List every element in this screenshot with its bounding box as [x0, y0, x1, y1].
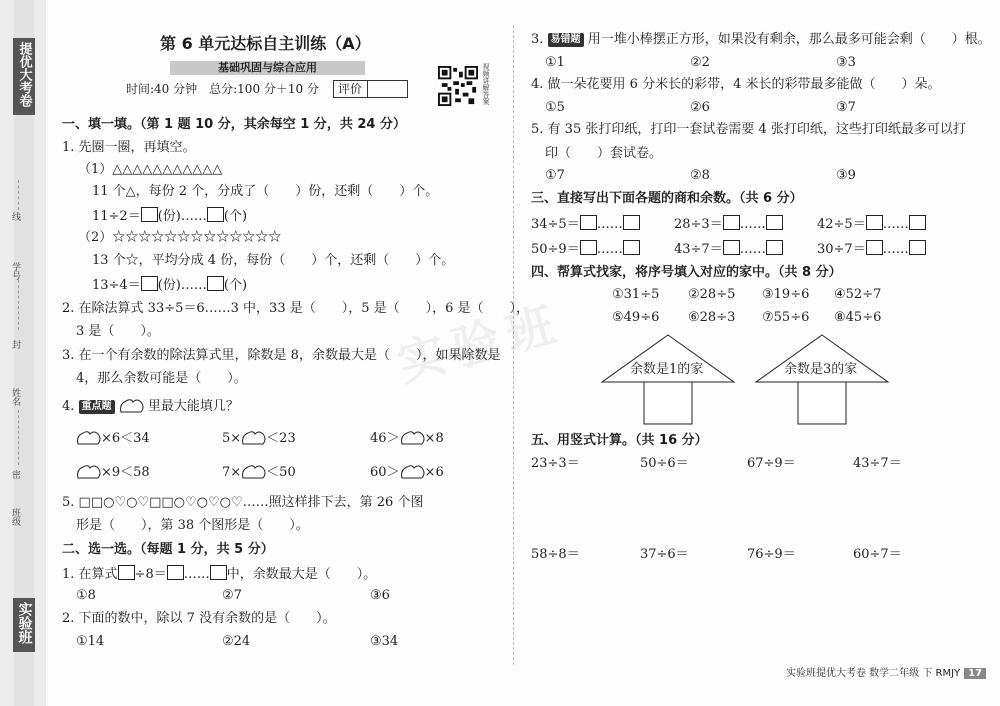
q21-prompt [62, 565, 376, 583]
peach-icon[interactable] [400, 464, 425, 480]
q4-item [222, 464, 296, 481]
quotient-item [531, 240, 640, 258]
eval-separator [367, 81, 368, 97]
quotient-sep: …… [739, 217, 766, 232]
q1a-equation [92, 207, 247, 225]
option[interactable]: ③7 [836, 100, 856, 115]
answer-box[interactable] [141, 207, 158, 222]
q1b-eq-part: (个) [223, 278, 248, 293]
expr-card[interactable]: ⑦55÷6 [762, 310, 810, 325]
cut-dash [18, 280, 19, 330]
quotient-expr: 43÷7＝ [674, 242, 723, 257]
quotient-expr: 50÷9＝ [531, 242, 580, 257]
answer-box[interactable] [909, 240, 926, 255]
q4-item-text: 60＞ [370, 465, 400, 480]
q1a-eq-part: (份)…… [157, 209, 207, 224]
logo-label: 实验班 [16, 602, 33, 644]
answer-box[interactable] [766, 240, 783, 255]
q4-item-text: ×9＜58 [101, 465, 150, 480]
q5-line1: 5. □□○♡○♡□□○♡○♡○♡……照这样排下去，第 26 个图 [62, 495, 424, 510]
answer-box[interactable] [207, 207, 224, 222]
q4-item-text: 7× [222, 465, 242, 480]
field-student-number: 学号 [10, 262, 20, 280]
house-2-label: 余数是3的家 [784, 362, 858, 377]
vertical-calc-item[interactable]: 67÷9＝ [747, 456, 796, 471]
option[interactable]: ③6 [370, 588, 390, 603]
option[interactable]: ③9 [836, 168, 856, 183]
q1a-text: 11 个△，每份 2 个，分成了（ ）份，还剩（ ）个。 [92, 184, 439, 199]
peach-icon[interactable] [241, 464, 266, 480]
section-4-heading: 四、帮算式找家，将序号填入对应的家中。（共 8 分） [531, 265, 842, 280]
answer-box[interactable] [580, 215, 597, 230]
q1b-text: 13 个☆，平均分成 4 份，每份（ ）个，还剩（ ）个。 [92, 253, 455, 268]
expr-card[interactable]: ⑤49÷6 [612, 310, 660, 325]
q1a-eq-part: (个) [223, 209, 248, 224]
answer-box[interactable] [141, 276, 158, 291]
q1b-eq-part: 13÷4＝ [92, 278, 141, 293]
quotient-sep: …… [596, 242, 623, 257]
peach-icon[interactable] [76, 464, 101, 480]
vertical-calc-item[interactable]: 50÷6＝ [640, 456, 689, 471]
quotient-item [817, 215, 926, 233]
option[interactable]: ②6 [690, 100, 710, 115]
option[interactable]: ②2 [690, 55, 710, 70]
peach-icon [119, 398, 144, 414]
vertical-calc-item[interactable]: 60÷7＝ [853, 547, 902, 562]
option[interactable]: ①8 [76, 588, 96, 603]
answer-box[interactable] [623, 240, 640, 255]
option[interactable]: ①14 [76, 634, 105, 649]
peach-icon[interactable] [400, 430, 425, 446]
key-question-badge: 重点题 [79, 400, 115, 414]
option[interactable]: ③3 [836, 55, 856, 70]
q4-item-text: ×8 [424, 431, 444, 446]
q1-prompt: 1. 先圈一圈，再填空。 [62, 140, 196, 155]
house-2-drop-area[interactable] [799, 385, 841, 421]
quotient-expr: 28÷3＝ [674, 217, 723, 232]
q21-part: ÷8＝ [134, 567, 167, 582]
q3-line1: 3. 在一个有余数的除法算式里，除数是 8，余数最大是（ ），如果除数是 [62, 348, 501, 363]
qr-note: 视频讲解答案 [482, 63, 490, 105]
q1b-stars: （2）☆☆☆☆☆☆☆☆☆☆☆☆☆ [78, 230, 282, 245]
error-prone-badge: 易错题 [548, 33, 584, 47]
answer-box[interactable] [118, 565, 135, 580]
cut-mark-seal: 封 [10, 340, 20, 349]
q4-item-text: ×6 [424, 465, 444, 480]
peach-icon[interactable] [76, 430, 101, 446]
quotient-expr: 30÷7＝ [817, 242, 866, 257]
r-q5-line2: 印（ ）套试卷。 [545, 146, 663, 161]
option[interactable]: ①7 [545, 168, 565, 183]
q21-part: 1. 在算式 [62, 567, 118, 582]
q4-item-text: ＜23 [266, 431, 296, 446]
q1b-equation [92, 276, 247, 294]
quotient-sep: …… [882, 217, 909, 232]
vertical-calc-item[interactable]: 76÷9＝ [747, 547, 796, 562]
q4-item-text: ＜50 [266, 465, 296, 480]
quotient-sep: …… [882, 242, 909, 257]
vertical-calc-item[interactable]: 58÷8＝ [531, 547, 580, 562]
qr-code-icon[interactable] [438, 66, 478, 106]
r-q3-number: 3. [531, 32, 544, 47]
r-q4-prompt: 4. 做一朵花要用 6 分米长的彩带，4 米长的彩带最多能做（ ）朵。 [531, 77, 941, 92]
logo-tab [13, 598, 35, 652]
q1b-eq-part: (份)…… [157, 278, 207, 293]
option[interactable]: ②7 [222, 588, 242, 603]
eval-label: 评价 [338, 82, 363, 96]
quotient-expr: 34÷5＝ [531, 217, 580, 232]
q4-item [222, 430, 296, 447]
q1a-triangles: （1）△△△△△△△△△△△ [78, 162, 223, 177]
expr-card[interactable]: ⑥28÷3 [688, 310, 736, 325]
answer-box[interactable] [723, 215, 740, 230]
answer-box[interactable] [167, 565, 184, 580]
quotient-sep: …… [596, 217, 623, 232]
r-q3-prompt [531, 32, 991, 48]
quotient-item [674, 215, 783, 233]
brand-label: 提优大考卷 [16, 42, 32, 107]
page-number: 17 [964, 668, 986, 679]
answer-box[interactable] [723, 240, 740, 255]
section-5-heading: 五、用竖式计算。（共 16 分） [531, 433, 708, 448]
field-name: 姓名 [10, 388, 20, 406]
q4-item-text: 46＞ [370, 431, 400, 446]
cut-mark-dense: 密 [10, 470, 20, 479]
q4-item [370, 464, 444, 481]
expr-card[interactable]: ④52÷7 [834, 287, 882, 302]
option[interactable]: ③34 [370, 634, 399, 649]
option[interactable]: ②24 [222, 634, 251, 649]
expr-card[interactable]: ③19÷6 [762, 287, 810, 302]
page-footer [786, 664, 986, 679]
q4-number: 4. [62, 399, 75, 414]
house-1-label: 余数是1的家 [630, 362, 704, 377]
answer-box[interactable] [866, 215, 883, 230]
r-q5-line1: 5. 有 35 张打印纸，打印一套试卷需要 4 张打印纸，这些打印纸最多可以打 [531, 122, 966, 137]
binding-sidebar [0, 0, 46, 706]
quotient-sep: …… [739, 242, 766, 257]
q21-part: …… [183, 567, 210, 582]
vertical-calc-item[interactable]: 43÷7＝ [853, 456, 902, 471]
brand-tab [13, 38, 35, 115]
option[interactable]: ②8 [690, 168, 710, 183]
section-1-heading: 一、填一填。（第 1 题 10 分，其余每空 1 分，共 24 分） [62, 117, 406, 132]
footer-text: 实验班提优大考卷 数学二年级 下 RMJY [786, 668, 961, 679]
q4-item [76, 464, 150, 481]
subtitle-bar: 基础巩固与综合应用 [170, 61, 365, 75]
expr-card[interactable]: ⑧45÷6 [834, 310, 882, 325]
q2-line1: 2. 在除法算式 33÷5＝6……3 中，33 是（ ），5 是（ ），6 是（ ）， [62, 301, 530, 316]
quotient-item [531, 215, 640, 233]
option[interactable]: ①5 [545, 100, 565, 115]
answer-box[interactable] [623, 215, 640, 230]
option[interactable]: ①1 [545, 55, 565, 70]
time-info: 时间:40 分钟 总分:100 分＋10 分 [126, 82, 319, 96]
q4-item-text: ×6＜34 [101, 431, 150, 446]
field-class: 班级 [10, 508, 20, 526]
q22-prompt: 2. 下面的数中，除以 7 没有余数的是（ ）。 [62, 611, 336, 626]
vertical-calc-item[interactable]: 37÷6＝ [640, 547, 689, 562]
cut-mark-line: 线 [10, 212, 20, 221]
quotient-item [817, 240, 926, 258]
r-q3-text: 用一堆小棒摆正方形，如果没有剩余，那么最多可能会剩（ ）根。 [587, 32, 991, 47]
q4-prompt [62, 398, 239, 415]
answer-box[interactable] [210, 565, 227, 580]
q4-item [370, 430, 444, 447]
house-1-drop-area[interactable] [645, 385, 687, 421]
expr-card[interactable]: ②28÷5 [688, 287, 736, 302]
q4-item [76, 430, 150, 447]
answer-box[interactable] [909, 215, 926, 230]
cut-dash [18, 180, 19, 210]
section-3-heading: 三、直接写出下面各题的商和余数。（共 6 分） [531, 191, 803, 206]
q1a-eq-part: 11÷2＝ [92, 209, 141, 224]
quotient-item [674, 240, 783, 258]
q5-line2: 形是（ ），第 38 个图形是（ ）。 [76, 518, 309, 533]
q4-text: 里最大能填几？ [147, 399, 239, 414]
answer-box[interactable] [866, 240, 883, 255]
quotient-expr: 42÷5＝ [817, 217, 866, 232]
peach-icon[interactable] [241, 430, 266, 446]
q21-part: 中，余数最大是（ ）。 [226, 567, 377, 582]
expr-card[interactable]: ①31÷5 [612, 287, 660, 302]
answer-box[interactable] [207, 276, 224, 291]
watermark: 实验班 [391, 295, 569, 393]
eval-box [333, 80, 408, 98]
q4-item-text: 5× [222, 431, 242, 446]
q3-line2: 4，那么余数可能是（ ）。 [76, 371, 247, 386]
page-title: 第 6 单元达标自主训练（A） [160, 34, 371, 53]
q2-line2: 3 是（ ）。 [76, 324, 160, 339]
answer-box[interactable] [766, 215, 783, 230]
answer-box[interactable] [580, 240, 597, 255]
vertical-calc-item[interactable]: 23÷3＝ [531, 456, 580, 471]
section-2-heading: 二、选一选。（每题 1 分，共 5 分） [62, 542, 274, 557]
cut-dash [18, 410, 19, 465]
